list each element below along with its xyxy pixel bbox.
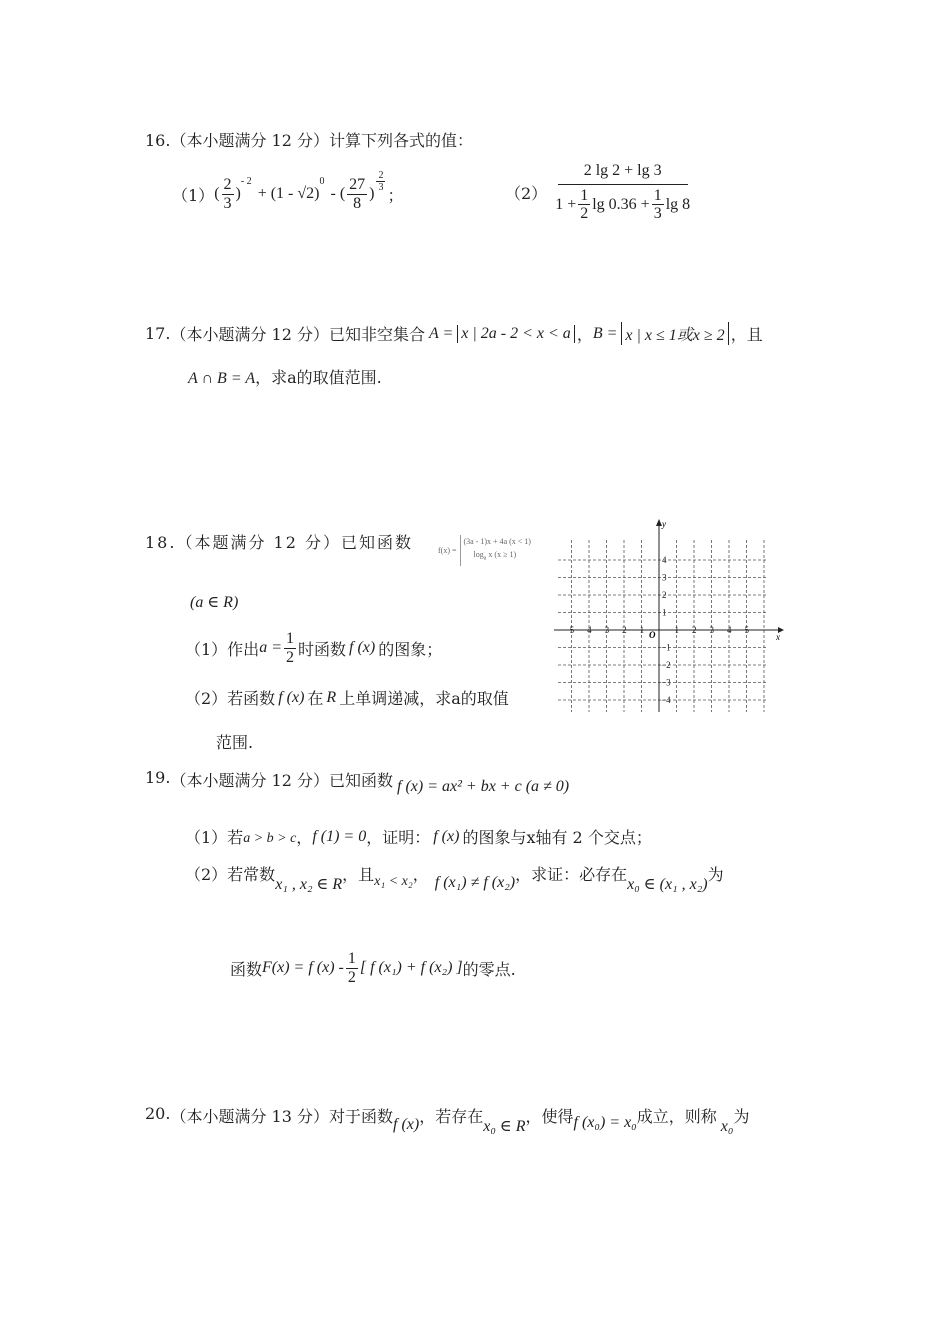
text: 函数 — [230, 959, 263, 979]
part-label: （2） — [505, 183, 548, 203]
q18-part2 — [185, 686, 509, 709]
den-part: lg 0.36 + — [592, 195, 650, 213]
q19-heading — [145, 768, 569, 796]
text: ，证明： — [366, 828, 431, 847]
x-tick-label: −2 — [617, 625, 627, 635]
text: 成立，则称 — [636, 1107, 717, 1126]
q19-title: （本小题满分 12 分）已知函数 — [170, 771, 393, 790]
log-base: a — [483, 555, 487, 562]
y-tick-label: 4 — [662, 555, 667, 565]
q19-part1 — [185, 825, 652, 848]
x-tick-label: 4 — [727, 625, 732, 635]
y-tick-label: −4 — [661, 695, 671, 705]
y-axis-label: y — [662, 519, 666, 529]
fraction-1-3 — [652, 187, 664, 223]
f-of-x: f (x) — [433, 827, 460, 845]
q19-part2-line2 — [230, 950, 516, 986]
den-part: lg 8 — [665, 195, 691, 213]
minus-paren: - ( — [330, 185, 346, 203]
denominator: 2 — [347, 968, 356, 986]
R: R — [326, 688, 337, 706]
f-neq: f (x₁) ≠ f (x₂) — [434, 874, 516, 891]
text: 的零点. — [462, 959, 516, 979]
exponent: 0 — [319, 176, 325, 187]
denominator: 3 — [223, 194, 232, 212]
piece-2 — [464, 548, 531, 566]
x-tick-label: 2 — [692, 625, 697, 635]
q16-title: （本小题满分 12 分）计算下列各式的值： — [170, 131, 473, 150]
numerator: 27 — [349, 176, 366, 193]
x0-in-R: x₀ ∈ R — [483, 1118, 526, 1135]
text: 上单调递减，求a的取值 — [339, 689, 509, 708]
y-tick-label: 3 — [662, 572, 667, 583]
text: 为 — [733, 1107, 750, 1126]
set-b-lhs: B = — [592, 324, 618, 342]
x-tick-label: −5 — [564, 625, 575, 635]
expr-middle: + (1 - √2) — [257, 185, 320, 203]
coordinate-grid — [550, 516, 790, 716]
y-tick-label: 2 — [662, 590, 667, 600]
denominator — [553, 185, 692, 223]
y-tick-label: −2 — [661, 660, 671, 670]
q19-function: f (x) = ax² + bx + c (a ≠ 0) — [397, 778, 570, 795]
q17-ask: ，求a的取值范围. — [255, 368, 382, 387]
paren: ( — [214, 185, 220, 203]
fraction-27-8 — [347, 176, 367, 212]
q18-part1 — [185, 630, 442, 666]
numerator: 1 — [347, 950, 356, 967]
q20-line1 — [145, 1104, 749, 1136]
paren: ) — [369, 185, 375, 203]
numerator: 2 lg 2 + lg 3 — [558, 162, 688, 185]
fraction-1-2 — [578, 187, 590, 223]
text: ，求证：必存在 — [515, 865, 628, 884]
comma: ， — [412, 865, 429, 884]
q16-part2 — [505, 162, 694, 223]
denominator: 2 — [285, 648, 294, 666]
x0: x₀ — [720, 1118, 734, 1135]
exponent-fraction — [376, 170, 385, 193]
y-tick-label: −1 — [661, 642, 671, 653]
q18-title: （本题满分 12 分）已知函数 — [176, 533, 413, 552]
condition: a > b > c — [243, 830, 297, 846]
F-def: F(x) = f (x) - — [262, 959, 344, 977]
q18-number: 18. — [145, 533, 177, 552]
text: 时函数 — [297, 639, 346, 659]
q16-number: 16. — [145, 131, 171, 150]
piecewise-brace — [460, 535, 531, 566]
piece-2-rest: x (x ≥ 1) — [488, 550, 517, 559]
exponent: - 2 — [240, 176, 252, 187]
denominator: 2 — [580, 205, 589, 223]
q19-part2 — [185, 862, 724, 894]
part-label: （1）若 — [185, 828, 244, 847]
part-label: （2）若常数 — [185, 865, 276, 884]
fraction-1-2 — [284, 630, 296, 666]
comma: ， — [576, 325, 593, 344]
x-tick-label: 1 — [674, 625, 679, 635]
denominator: 3 — [653, 205, 662, 223]
part-label: （2）若函数 — [185, 689, 276, 708]
part-label: （1） — [172, 185, 215, 205]
fraction-2-3 — [222, 176, 234, 212]
log-word: log — [473, 550, 484, 559]
set-a-lhs: A = — [429, 324, 454, 342]
numerator: 1 — [653, 186, 662, 204]
f1-eq: f (1) = 0 — [312, 827, 367, 845]
f-of-x: f (x) — [349, 639, 376, 657]
comma: ， — [296, 828, 313, 847]
numerator: 2 — [223, 176, 232, 193]
text: 的图象与x轴有 2 个交点； — [462, 828, 652, 847]
numerator: 2 — [378, 170, 384, 181]
q20-number: 20. — [145, 1104, 171, 1123]
x-lt: x₁ < x₂ — [374, 874, 413, 889]
den-part: 1 + — [555, 195, 577, 213]
q16-part1 — [172, 170, 404, 212]
x-tick-label: −4 — [582, 625, 592, 635]
f-of-x: f (x) — [393, 1116, 420, 1133]
text: 的图象； — [378, 639, 443, 659]
y-tick-label: 1 — [662, 607, 667, 618]
denominator: 3 — [378, 182, 384, 193]
x-axis-label: x — [776, 632, 780, 642]
x0-interval: x₀ ∈ (x₁ , x₂) — [627, 876, 708, 893]
text: ，使得 — [525, 1107, 574, 1126]
piece-1: (3a - 1)x + 4a (x < 1) — [463, 537, 531, 546]
x-tick-label: −3 — [599, 625, 610, 635]
q20-title: （本小题满分 13 分）对于函数 — [170, 1107, 393, 1126]
big-fraction — [553, 162, 692, 223]
denominator: 8 — [353, 194, 362, 212]
text: ，若存在 — [419, 1107, 484, 1126]
q18-heading — [145, 530, 413, 553]
numerator: 1 — [285, 630, 294, 647]
tail-text: ，且 — [730, 325, 763, 344]
q19-number: 19. — [145, 768, 171, 787]
q18-domain: (a ∈ R) — [190, 594, 239, 611]
text: 在 — [307, 689, 324, 708]
q17-title: （本小题满分 12 分）已知非空集合 — [170, 325, 425, 344]
semicolon: ； — [387, 185, 404, 205]
x-tick-label: −1 — [634, 625, 645, 635]
numerator: 1 — [580, 186, 589, 204]
text: 为 — [707, 865, 724, 884]
fraction-1-2 — [346, 950, 358, 986]
q17-line1 — [145, 322, 763, 345]
x-tick-label: 5 — [744, 625, 749, 635]
origin-label: O — [649, 630, 656, 640]
fx-lhs: f(x) = — [438, 545, 457, 555]
set-a-body: x | 2a - 2 < x < a — [457, 325, 575, 343]
paren: ) — [235, 185, 241, 203]
set-b-body: x | x ≤ 1或x ≥ 2 — [621, 322, 728, 345]
q17-number: 17. — [145, 324, 171, 343]
y-tick-label: −3 — [661, 677, 671, 688]
x-constants: x₁ , x₂ ∈ R — [275, 876, 343, 893]
q18-part2-cont: 范围. — [216, 733, 254, 752]
part-label: （1）作出 — [185, 639, 260, 659]
q16-heading — [145, 128, 473, 151]
intersection-expr: A ∩ B = A — [188, 370, 256, 387]
piecewise-function — [438, 535, 531, 566]
q17-line2 — [188, 365, 382, 388]
text: ，且 — [342, 865, 375, 884]
bracket-expr: [ f (x₁) + f (x₂) ] — [359, 959, 463, 977]
f-of-x: f (x) — [278, 688, 305, 706]
a-eq: a = — [259, 639, 282, 657]
fixed-point-eq: f (x₀) = x₀ — [573, 1114, 637, 1131]
x-tick-label: 3 — [709, 625, 714, 635]
